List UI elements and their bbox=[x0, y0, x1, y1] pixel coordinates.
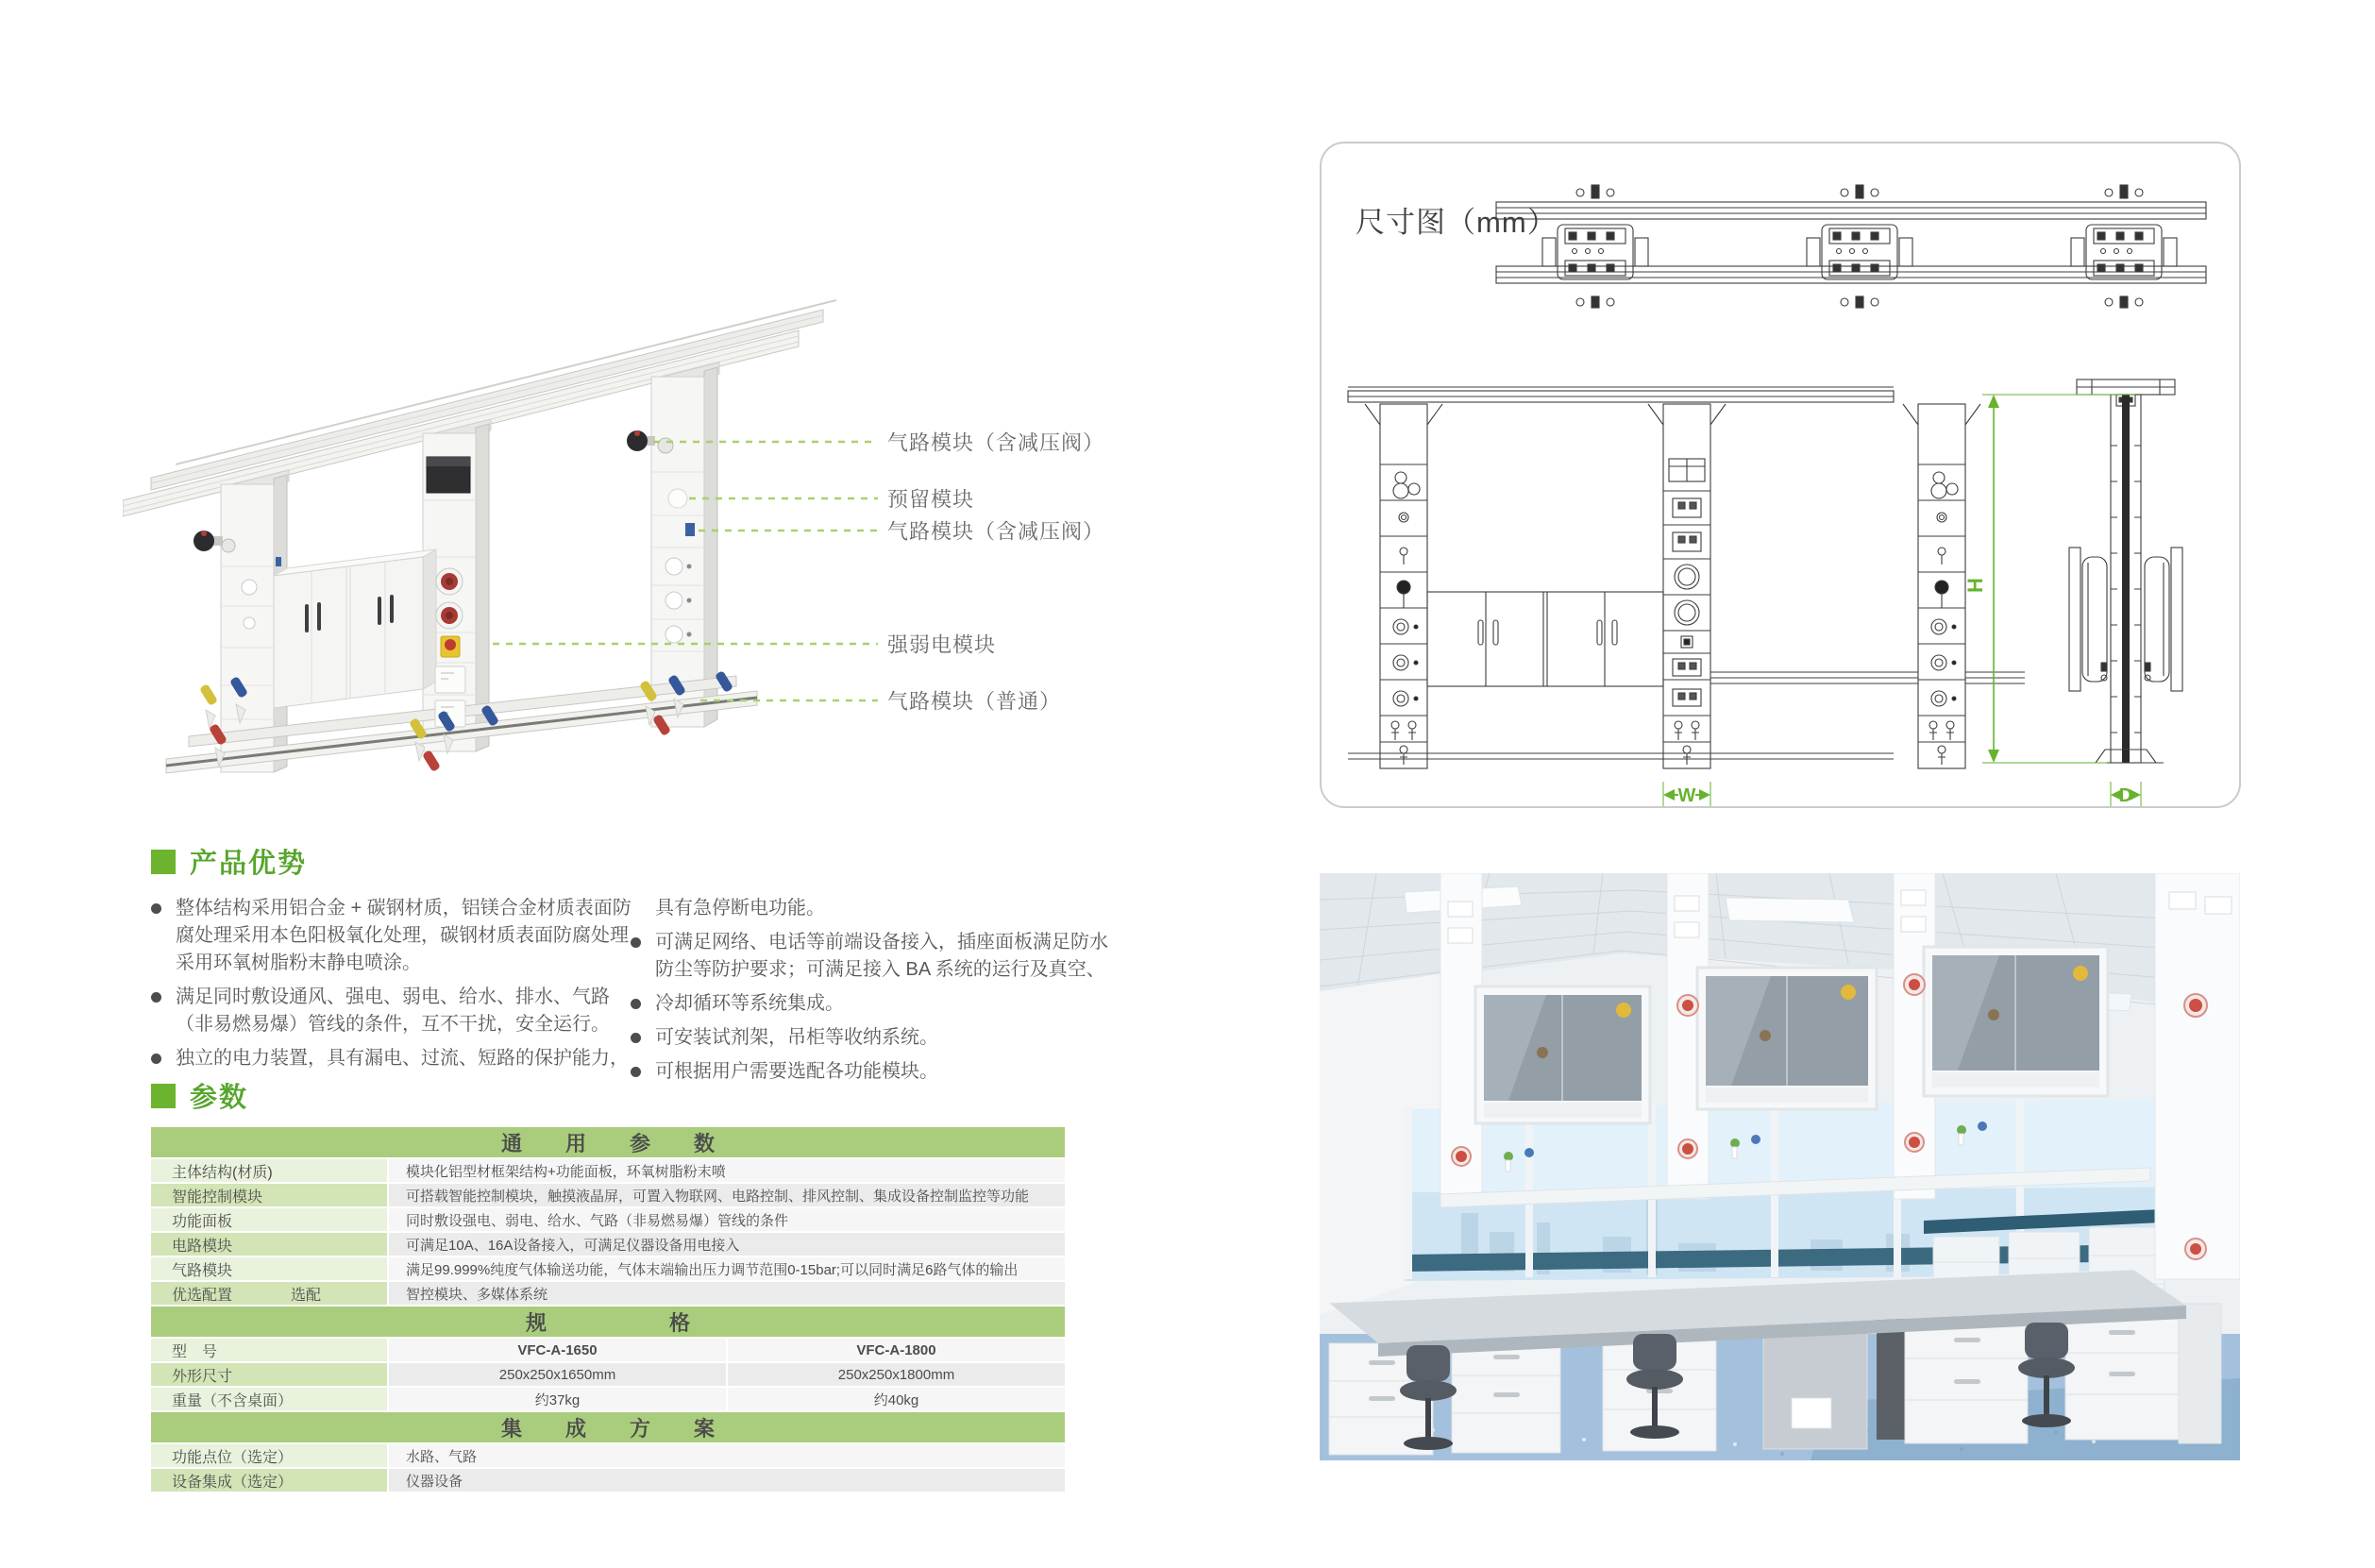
size-value-1: 250x250x1650mm bbox=[389, 1363, 726, 1386]
row-label: 气路模块 bbox=[151, 1257, 387, 1280]
table-section-title: 规格 bbox=[525, 1310, 813, 1335]
callout-gas-module-regulator-2: 气路模块（含减压阀） bbox=[887, 519, 1105, 544]
advantage-text: 独立的电力装置，具有漏电、过流、短路的保护能力， bbox=[176, 1048, 629, 1069]
dim-d-label: D bbox=[2118, 785, 2133, 806]
row-sublabel: 选配 bbox=[291, 1287, 322, 1304]
model-value-2: VFC-A-1800 bbox=[728, 1339, 1065, 1361]
row-label: 智能控制模块 bbox=[151, 1184, 387, 1206]
bullet-icon bbox=[631, 1067, 641, 1077]
table-row bbox=[151, 1208, 1065, 1231]
model-value-1: VFC-A-1650 bbox=[389, 1339, 726, 1361]
table-row bbox=[151, 1184, 1065, 1206]
row-value: 智控模块、多媒体系统 bbox=[389, 1282, 1065, 1305]
row-value: 同时敷设强电、弱电、给水、气路（非易燃易爆）管线的条件 bbox=[389, 1208, 1065, 1231]
advantage-item bbox=[631, 929, 1112, 984]
row-value: 可搭载智能控制模块，触摸液晶屏，可置入物联网、电路控制、排风控制、集成设备控制监控等功能 bbox=[389, 1184, 1065, 1206]
bullet-icon bbox=[631, 937, 641, 948]
row-value: 可满足10A、16A设备接入，可满足仪器设备用电接入 bbox=[389, 1233, 1065, 1256]
advantage-item bbox=[631, 1024, 1112, 1052]
plan-bracket-shapes bbox=[1542, 185, 2177, 308]
dim-w-label: W bbox=[1677, 785, 1696, 806]
row-value: 满足99.999%纯度气体输送功能，气体末端输出压力调节范围0-15bar;可以同时满足6路气体的输出 bbox=[389, 1257, 1065, 1280]
advantage-text: 满足同时敷设通风、强电、弱电、给水、排水、气路（非易燃易爆）管线的条件，互不干扰，安全运行。 bbox=[176, 986, 610, 1035]
advantage-item bbox=[151, 1045, 632, 1072]
row-value: 模块化铝型材框架结构+功能面板，环氧树脂粉末喷 bbox=[389, 1159, 1065, 1182]
callout-gas-module-regulator-1: 气路模块（含减压阀） bbox=[887, 430, 1105, 455]
laboratory-illustration bbox=[1320, 873, 2240, 1460]
row-value: 仪器设备 bbox=[389, 1469, 1065, 1492]
product-render bbox=[123, 160, 1123, 812]
bullet-icon bbox=[631, 1033, 641, 1043]
callout-reserved-module: 预留模块 bbox=[887, 487, 975, 512]
row-label: 设备集成（选定） bbox=[151, 1469, 387, 1492]
side-view bbox=[2069, 379, 2182, 763]
table-section-integration bbox=[151, 1412, 1065, 1442]
table-row bbox=[151, 1159, 1065, 1182]
table-section-spec bbox=[151, 1307, 1065, 1337]
advantage-continuation: 具有急停断电功能。 bbox=[655, 898, 825, 919]
advantage-text: 整体结构采用铝合金 + 碳钢材质，铝镁合金材质表面防腐处理采用本色阳极氧化处理，碳钢材质表面防腐处理采用环氧树脂粉末静电喷涂。 bbox=[176, 898, 632, 973]
bullet-icon bbox=[631, 999, 641, 1009]
row-label: 重量（不含桌面） bbox=[151, 1388, 387, 1410]
advantage-text: 可根据用户需要选配各功能模块。 bbox=[655, 1061, 938, 1082]
advantage-item bbox=[151, 984, 632, 1038]
parameters-header bbox=[151, 1076, 248, 1115]
weight-value-2: 约40kg bbox=[728, 1388, 1065, 1410]
advantage-text: 可安装试剂架，吊柜等收纳系统。 bbox=[655, 1027, 938, 1048]
advantage-item bbox=[631, 990, 1112, 1018]
row-label: 电路模块 bbox=[151, 1233, 387, 1256]
row-label: 外形尺寸 bbox=[151, 1363, 387, 1386]
table-row bbox=[151, 1469, 1065, 1492]
bullet-icon bbox=[151, 992, 161, 1003]
row-value: 水路、气路 bbox=[389, 1444, 1065, 1467]
table-row bbox=[151, 1339, 1065, 1361]
callout-power-module: 强弱电模块 bbox=[887, 632, 997, 657]
row-label: 功能点位（选定） bbox=[151, 1444, 387, 1467]
row-label: 型 号 bbox=[151, 1339, 387, 1361]
dimension-drawing bbox=[1322, 143, 2239, 806]
advantage-text: 可满足网络、电话等前端设备接入，插座面板满足防水防尘等防护要求；可满足接入 BA 系统的运行及真空、 bbox=[655, 932, 1108, 980]
table-row bbox=[151, 1388, 1065, 1410]
table-row bbox=[151, 1233, 1065, 1256]
advantages-header bbox=[151, 842, 307, 881]
table-section-title: 集成方案 bbox=[500, 1416, 758, 1441]
section-square-icon bbox=[151, 850, 176, 874]
row-label bbox=[151, 1282, 387, 1305]
advantages-left-column bbox=[151, 895, 632, 1079]
table-row bbox=[151, 1282, 1065, 1305]
section-square-icon bbox=[151, 1084, 176, 1108]
dimension-panel bbox=[1320, 142, 2241, 808]
size-value-2: 250x250x1800mm bbox=[728, 1363, 1065, 1386]
suspended-cabinet bbox=[274, 549, 436, 708]
row-label: 主体结构(材质) bbox=[151, 1159, 387, 1182]
table-section-general bbox=[151, 1127, 1065, 1157]
advantages-right-column bbox=[631, 895, 1112, 1092]
advantages-title: 产品优势 bbox=[190, 849, 308, 879]
advantage-item bbox=[151, 895, 632, 977]
table-row bbox=[151, 1444, 1065, 1467]
dimension-panel-title: 尺寸图（mm） bbox=[1356, 206, 1558, 239]
front-elevation bbox=[1348, 387, 2025, 768]
advantage-item bbox=[631, 1058, 1112, 1086]
row-label: 功能面板 bbox=[151, 1208, 387, 1231]
advantage-text: 冷却循环等系统集成。 bbox=[655, 993, 844, 1014]
table-section-title: 通用参数 bbox=[500, 1131, 758, 1155]
dim-h-label: H bbox=[1963, 578, 1987, 593]
table-row bbox=[151, 1363, 1065, 1386]
bullet-icon bbox=[151, 903, 161, 914]
parameter-table bbox=[151, 1127, 1065, 1492]
row-label-text: 优选配置 bbox=[172, 1287, 233, 1304]
bullet-icon bbox=[151, 1054, 161, 1064]
laboratory-photo bbox=[1320, 873, 2240, 1460]
callout-gas-module-normal: 气路模块（普通） bbox=[887, 689, 1062, 714]
table-row bbox=[151, 1257, 1065, 1280]
parameters-title: 参数 bbox=[190, 1083, 249, 1113]
weight-value-1: 约37kg bbox=[389, 1388, 726, 1410]
